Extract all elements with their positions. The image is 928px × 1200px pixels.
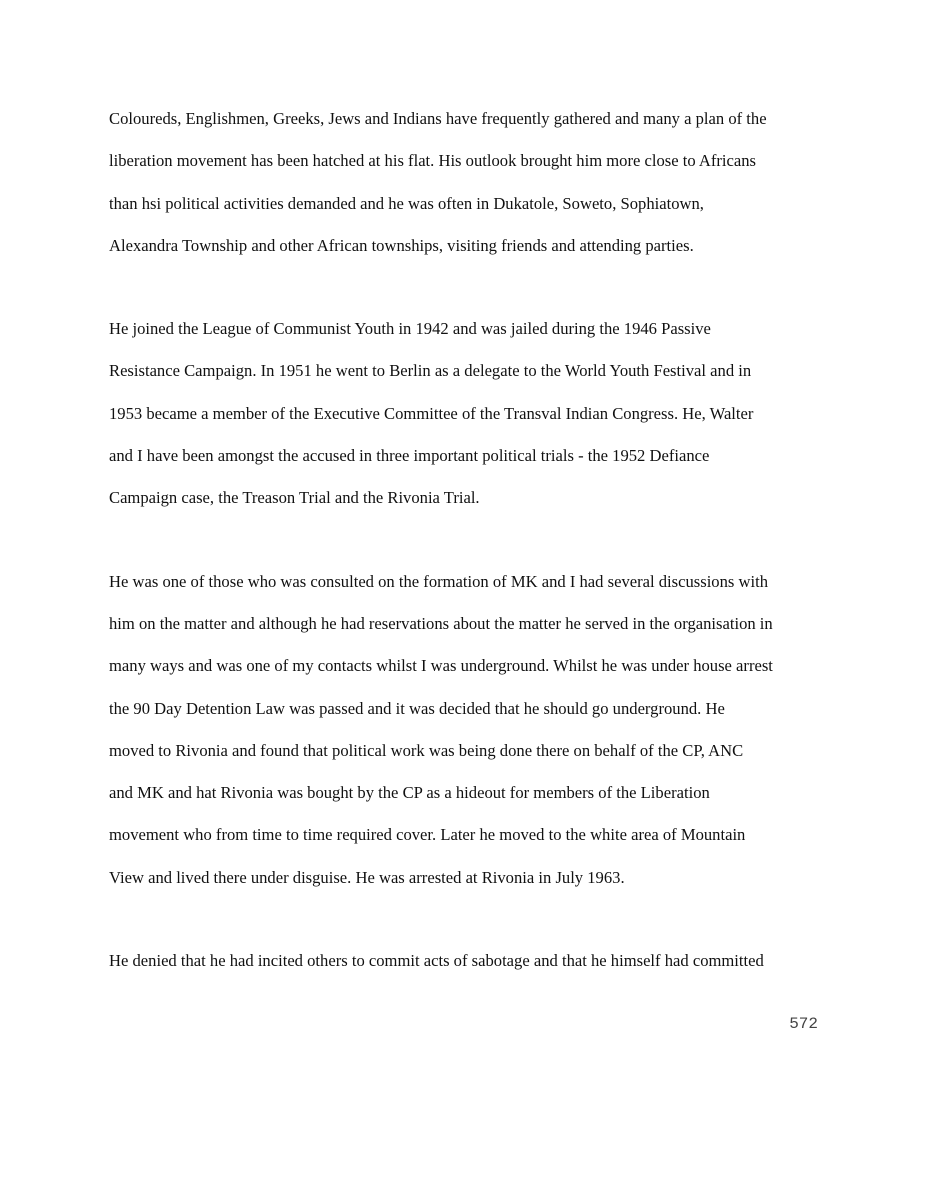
paragraph-spacer bbox=[109, 267, 825, 308]
text-line: many ways and was one of my contacts whilst I was underground. Whilst he was under house arrest bbox=[109, 656, 773, 676]
text-line: He joined the League of Communist Youth in 1942 and was jailed during the 1946 Passive bbox=[109, 319, 711, 339]
paragraph-3 bbox=[109, 561, 825, 899]
page-number: 572 bbox=[789, 1015, 818, 1033]
paragraph-2 bbox=[109, 308, 825, 519]
text-line: moved to Rivonia and found that political work was being done there on behalf of the CP, ANC bbox=[109, 740, 744, 760]
text-line: than hsi political activities demanded and he was often in Dukatole, Soweto, Sophiatown, bbox=[109, 193, 704, 213]
text-line: Campaign case, the Treason Trial and the Rivonia Trial. bbox=[109, 488, 480, 508]
text-line: He denied that he had incited others to commit acts of sabotage and that he himself had committed bbox=[109, 951, 764, 971]
text-line: Alexandra Township and other African townships, visiting friends and attending parties. bbox=[109, 235, 694, 255]
text-line: and MK and hat Rivonia was bought by the CP as a hideout for members of the Liberation bbox=[109, 783, 710, 803]
paragraph-spacer bbox=[109, 899, 825, 940]
text-line: 1953 became a member of the Executive Committee of the Transval Indian Congress. He, Walter bbox=[109, 403, 754, 423]
text-line: the 90 Day Detention Law was passed and it was decided that he should go underground. He bbox=[109, 698, 725, 718]
text-line: movement who from time to time required cover. Later he moved to the white area of Mountain bbox=[109, 825, 746, 845]
text-line: View and lived there under disguise. He was arrested at Rivonia in July 1963. bbox=[109, 867, 625, 887]
paragraph-spacer bbox=[109, 520, 825, 561]
body-text bbox=[109, 98, 825, 982]
paragraph-1 bbox=[109, 98, 825, 267]
text-line: him on the matter and although he had reservations about the matter he served in the organisation in bbox=[109, 613, 773, 633]
text-line: Resistance Campaign. In 1951 he went to Berlin as a delegate to the World Youth Festival and in bbox=[109, 361, 752, 381]
text-line: He was one of those who was consulted on the formation of MK and I had several discussions with bbox=[109, 571, 769, 591]
text-line: and I have been amongst the accused in three important political trials - the 1952 Defiance bbox=[109, 446, 710, 466]
paragraph-4 bbox=[109, 940, 825, 982]
text-line: liberation movement has been hatched at his flat. His outlook brought him more close to Africans bbox=[109, 151, 757, 171]
text-line: Coloureds, Englishmen, Greeks, Jews and Indians have frequently gathered and many a plan of the bbox=[109, 109, 767, 128]
